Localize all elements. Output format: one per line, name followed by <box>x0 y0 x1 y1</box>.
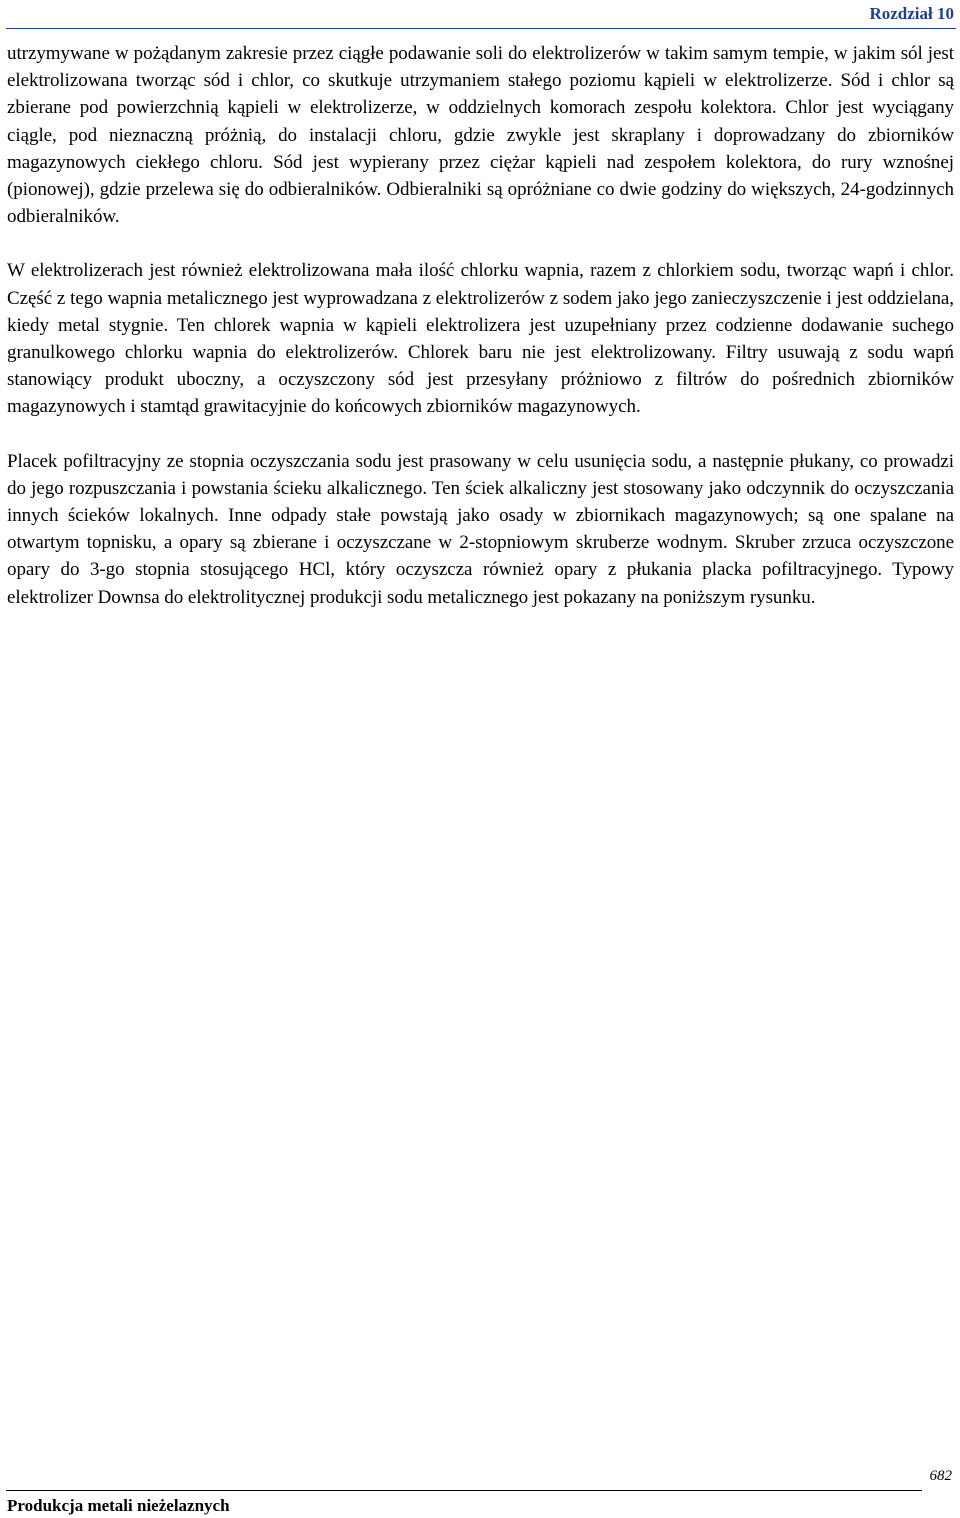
paragraph: W elektrolizerach jest również elektrolizowana mała ilość chlorku wapnia, razem z chlorkiem sodu, tworząc wapń i chlor. Część z tego wapnia metalicznego jest wyprowadzana z elektrolizerów z sodem jako jego zanieczyszczenie i jest oddzielana, kiedy metal stygnie. Ten chlorek wapnia w kąpieli elektrolizera jest uzupełniany przez codzienne dodawanie suchego granulkowego chlorku wapnia do elektrolizerów. Chlorek baru nie jest elektrolizowany. Filtry usuwają z sodu wapń stanowiący produkt uboczny, a oczyszczony sód jest przesyłany próżniowo z filtrów do pośrednich zbiorników magazynowych i stamtąd grawitacyjnie do końcowych zbiorników magazynowych. <box>7 260 954 418</box>
document-body <box>7 40 954 638</box>
header-divider <box>6 28 956 29</box>
document-title: Produkcja metali nieżelaznych <box>7 1496 230 1515</box>
paragraph: Placek pofiltracyjny ze stopnia oczyszczania sodu jest prasowany w celu usunięcia sodu, a następnie płukany, co prowadzi do jego rozpuszczania i powstania ścieku alkalicznego. Ten ściek alkaliczny jest stosowany jako odczynnik do oczyszczania innych ścieków lokalnych. Inne odpady stałe powstają jako osady w zbiornikach magazynowych; są one spalane na otwartym topnisku, a opary są zbierane i oczyszczane w 2-stopniowym skruberze wodnym. Skruber zrzuca oczyszczone opary do 3-go stopnia stosującego HCl, który oczyszcza również opary z płukania placka pofiltracyjnego. Typowy elektrolizer Downsa do elektrolitycznej produkcji sodu metalicznego jest pokazany na poniższym rysunku. <box>7 450 954 608</box>
footer-divider <box>6 1490 922 1491</box>
chapter-header: Rozdział 10 <box>869 4 954 23</box>
page-number: 682 <box>929 1468 952 1484</box>
paragraph: utrzymywane w pożądanym zakresie przez ciągłe podawanie soli do elektrolizerów w takim samym tempie, w jakim sól jest elektrolizowana tworząc sód i chlor, co skutkuje utrzymaniem stałego poziomu kąpieli w elektrolizerze. Sód i chlor są zbierane pod powierzchnią kąpieli w elektrolizerze, w oddzielnych komorach zespołu kolektora. Chlor jest wyciągany ciągle, pod nieznaczną próżnią, do instalacji chloru, gdzie zwykle jest skraplany i doprowadzany do zbiorników magazynowych ciekłego chloru. Sód jest wypierany przez ciężar kąpieli nad zespołem kolektora, do rury wznośnej (pionowej), gdzie przelewa się do odbieralników. Odbieralniki są opróżniane co dwie godziny do większych, 24-godzinnych odbieralników. <box>7 43 954 228</box>
